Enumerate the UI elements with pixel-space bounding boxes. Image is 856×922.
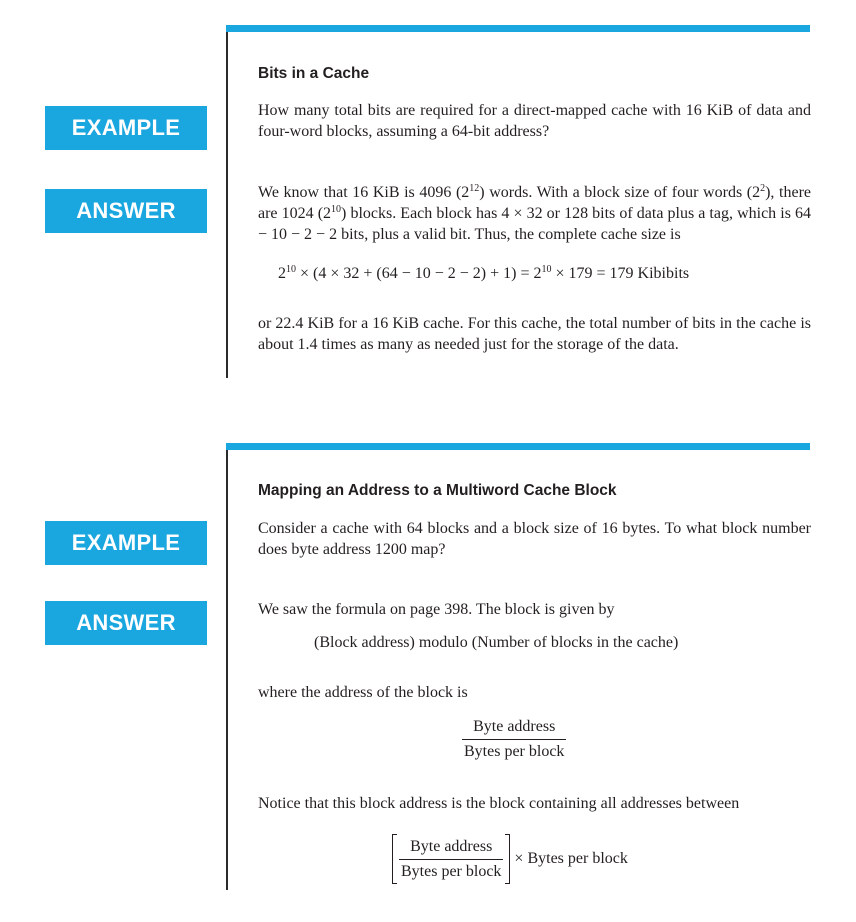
example2-left-rule — [226, 450, 228, 890]
example1-left-rule — [226, 32, 228, 378]
example2-range-intro: Notice that this block address is the block containing all addresses between — [258, 795, 740, 812]
floor-numerator: Byte address — [399, 838, 503, 860]
example1-example-label: EXAMPLE — [45, 106, 207, 150]
floor-tail: × Bytes per block — [514, 850, 628, 867]
floor-denominator: Bytes per block — [401, 862, 502, 880]
fraction-numerator: Byte address — [462, 718, 566, 740]
example1-title: Bits in a Cache — [258, 65, 370, 82]
example2-title: Mapping an Address to a Multiword Cache Block — [258, 482, 617, 499]
example1-top-rule — [226, 25, 810, 32]
example1-answer-label: ANSWER — [45, 189, 207, 233]
example1-question: How many total bits are required for a direct-mapped cache with 16 KiB of data and four-word blocks, assuming a 64-bit address? — [258, 102, 811, 140]
example2-floor-equation — [392, 834, 628, 884]
floor-bracket-right — [505, 834, 510, 884]
fraction-denominator: Bytes per block — [464, 743, 565, 760]
example2-block-address-intro: where the address of the block is — [258, 684, 468, 701]
example2-top-rule — [226, 443, 810, 450]
example2-question: Consider a cache with 64 blocks and a block size of 16 bytes. To what block number does byte address 1200 map? — [258, 520, 811, 558]
example1-conclusion: or 22.4 KiB for a 16 KiB cache. For this cache, the total number of bits in the cache is about 1.4 times as many as needed just for the storage of the data. — [258, 315, 811, 353]
example1-answer-paragraph: We know that 16 KiB is 4096 $(2^{12})$ words. With a block size of four words $(2^2)$, there are 1024 $(2^{10})$ blocks. Each block has 4 × 32 or 128 bits of data plus a tag, which is 64 − 10 − 2 − 2 bits, plus a valid bit. Thus, the complete cache size is — [258, 183, 811, 243]
example2-formula-intro: We saw the formula on page 398. The block is given by — [258, 601, 615, 618]
floor-bracket-left — [392, 834, 397, 884]
example2-example-label: EXAMPLE — [45, 521, 207, 565]
example2-modulo-equation: (Block address) modulo (Number of blocks in the cache) — [314, 634, 679, 651]
example1-cache-size-equation: $2^{10} \times (4 \times 32 + (64 - 10 - 2 - 2) + 1) = 2^{10} \times 179 = 179$ Kibibits — [278, 264, 690, 282]
example2-answer-label: ANSWER — [45, 601, 207, 645]
example2-block-address-fraction — [462, 718, 566, 761]
